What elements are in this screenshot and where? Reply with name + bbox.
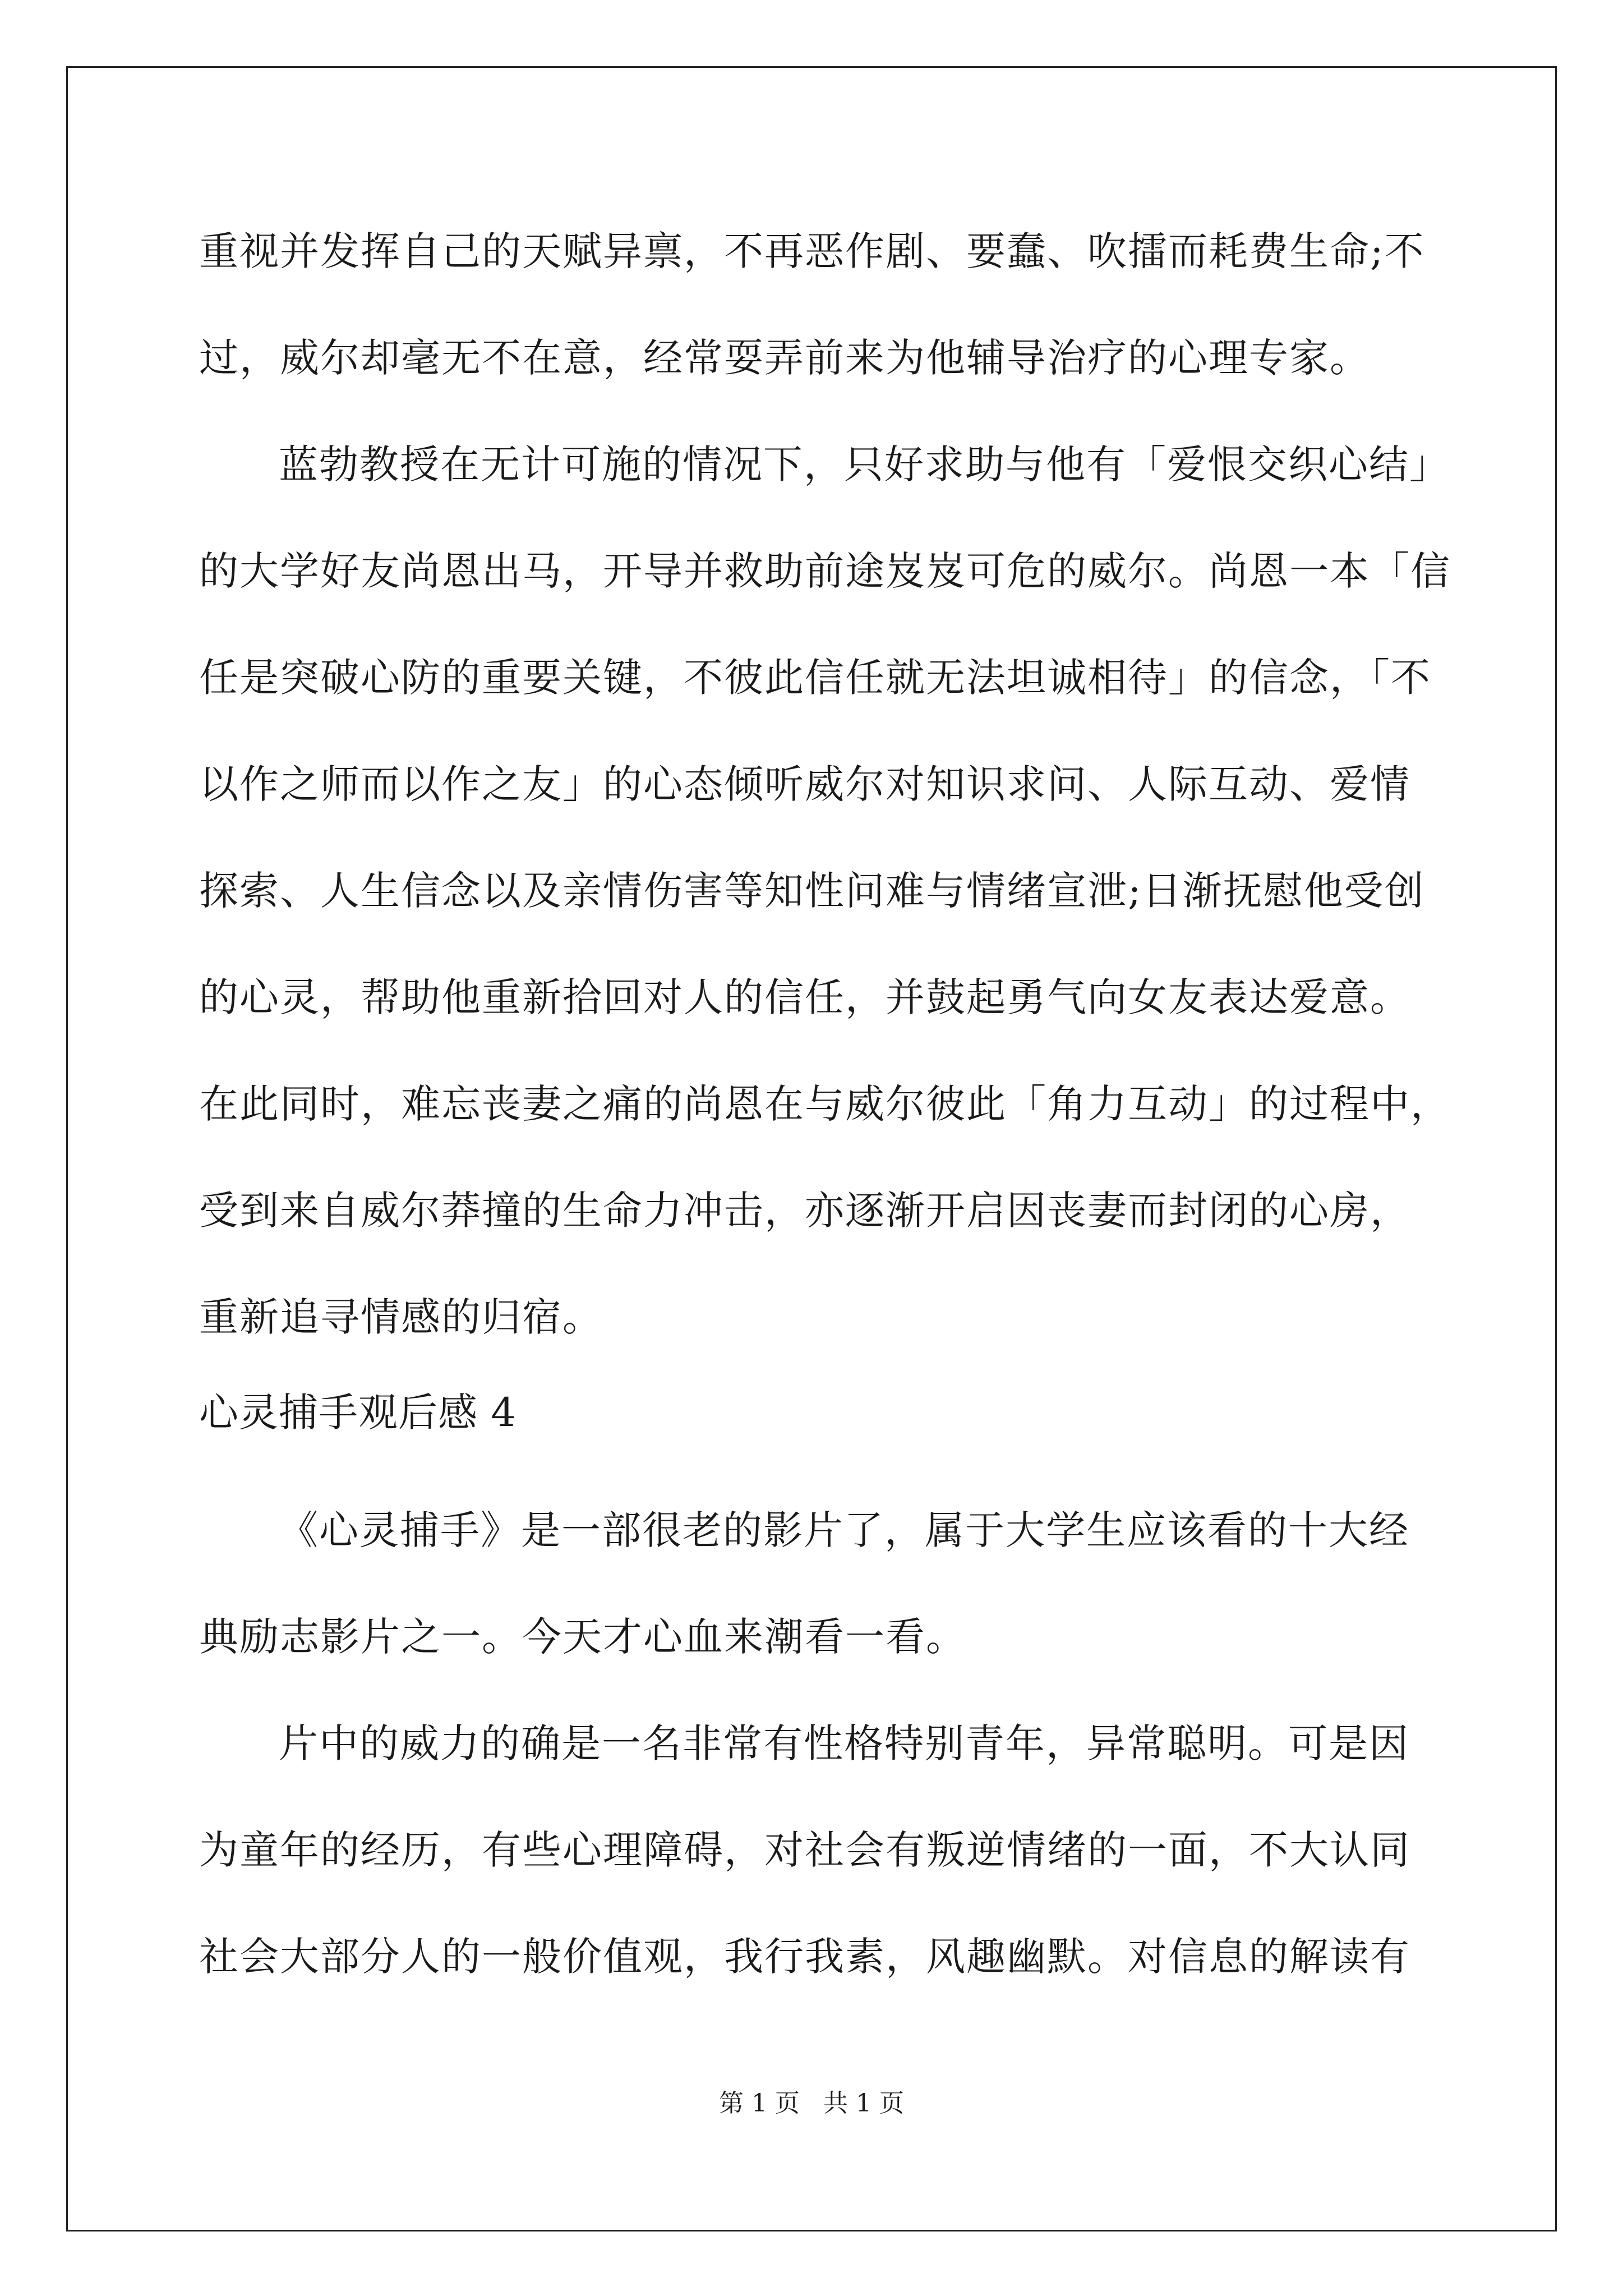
text-line: 的心灵，帮助他重新拾回对人的信任，并鼓起勇气向女友表达爱意。 xyxy=(199,974,1410,1020)
text-line: 的大学好友尚恩出马，开导并救助前途岌岌可危的威尔。尚恩一本「信 xyxy=(199,548,1451,594)
paragraph-start-line: 《心灵捕手》是一部很老的影片了，属于大学生应该看的十大经 xyxy=(279,1507,1409,1553)
text-line: 以作之师而以作之友」的心态倾听威尔对知识求问、人际互动、爱情 xyxy=(199,761,1410,807)
page-border xyxy=(66,66,1557,2231)
text-line: 探索、人生信念以及亲情伤害等知性问难与情绪宣泄;日渐抚慰他受创 xyxy=(199,868,1425,914)
paragraph-start-line: 片中的威力的确是一名非常有性格特别青年，异常聪明。可是因 xyxy=(279,1720,1409,1766)
section-heading: 心灵捕手观后感 4 xyxy=(199,1389,517,1435)
page-footer: 第 1 页 共 1 页 xyxy=(719,2089,904,2118)
text-line: 任是突破心防的重要关键，不彼此信任就无法坦诚相待」的信念，「不 xyxy=(199,655,1431,701)
text-line: 受到来自威尔莽撞的生命力冲击，亦逐渐开启因丧妻而封闭的心房， xyxy=(199,1188,1410,1234)
text-line: 重新追寻情感的归宿。 xyxy=(199,1294,603,1340)
text-line: 重视并发挥自己的天赋异禀，不再恶作剧、要蠢、吹擂而耗费生命;不 xyxy=(199,228,1425,274)
text-line: 社会大部分人的一般价值观，我行我素，风趣幽默。对信息的解读有 xyxy=(199,1934,1410,1980)
text-line: 过，威尔却毫无不在意，经常耍弄前来为他辅导治疗的心理专家。 xyxy=(199,335,1370,381)
text-line: 为童年的经历，有些心理障碍，对社会有叛逆情绪的一面，不大认同 xyxy=(199,1827,1410,1873)
text-line: 在此同时，难忘丧妻之痛的尚恩在与威尔彼此「角力互动」的过程中， xyxy=(199,1081,1451,1127)
paragraph-start-line: 蓝勃教授在无计可施的情况下，只好求助与他有「爱恨交织心结」 xyxy=(279,441,1450,487)
text-line: 典励志影片之一。今天才心血来潮看一看。 xyxy=(199,1614,966,1660)
